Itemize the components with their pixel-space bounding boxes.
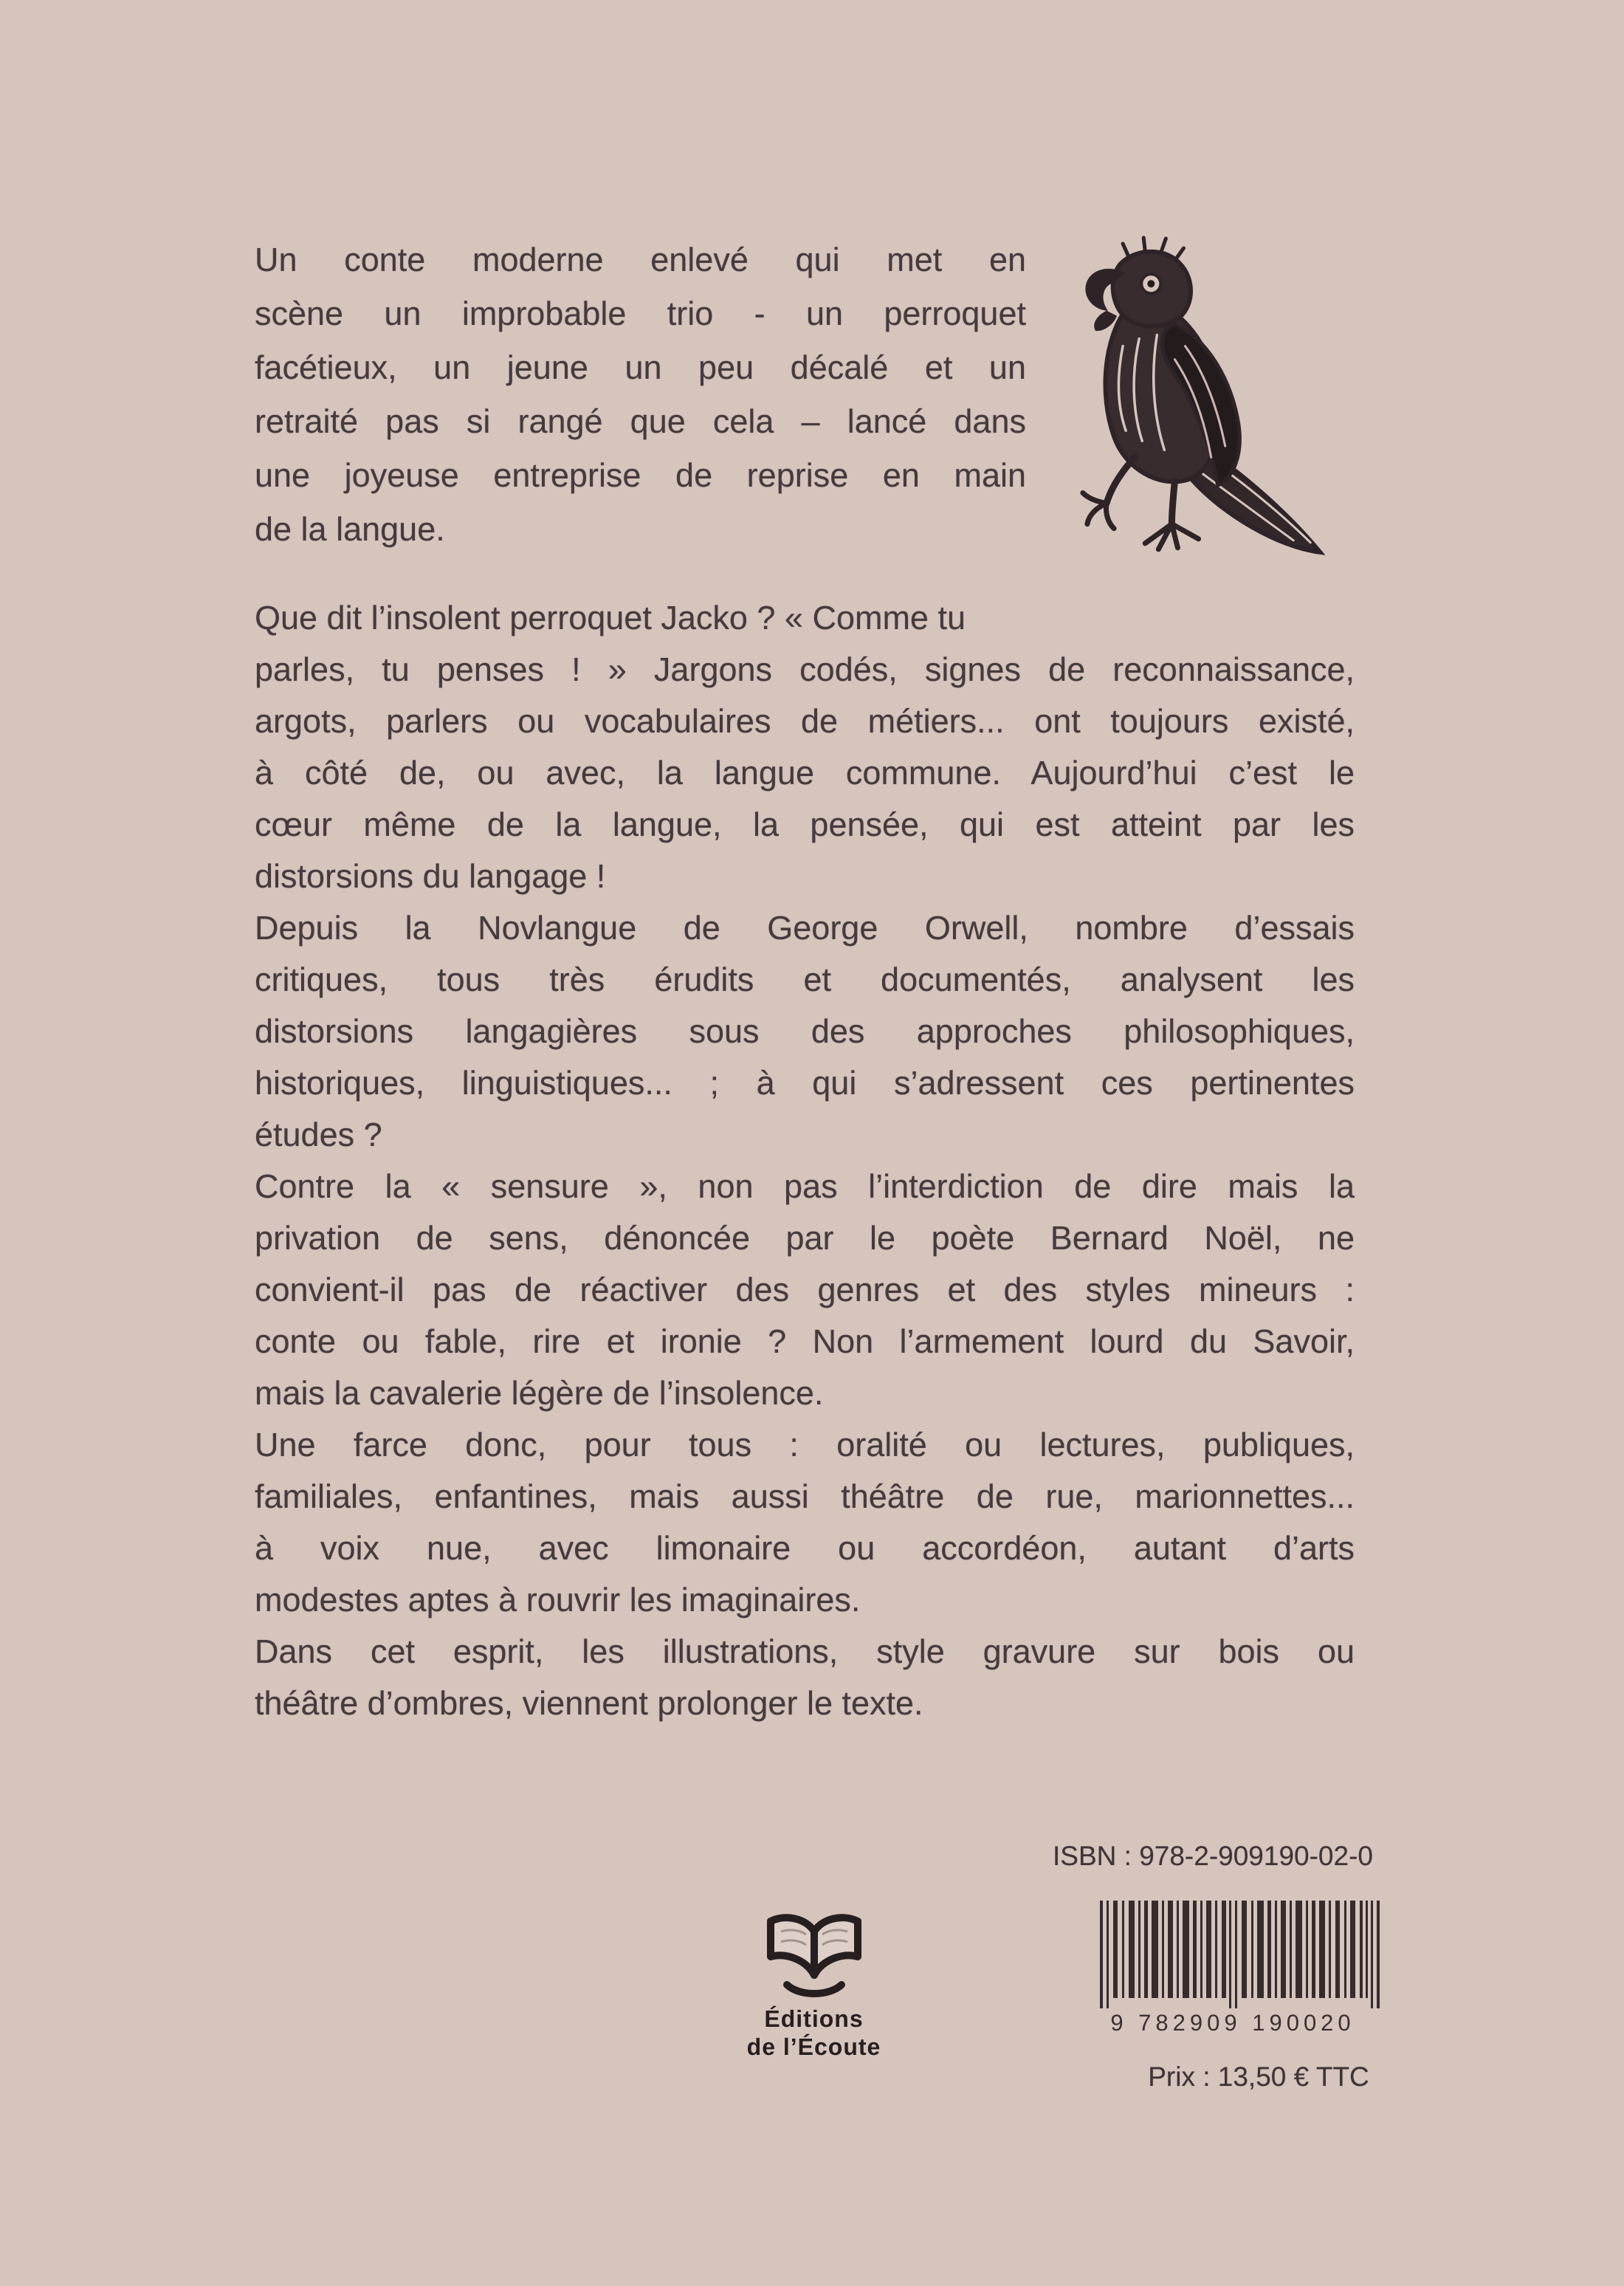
publisher-logo	[727, 1899, 901, 2061]
text-line: critiques, tous très érudits et documentés, analysent les	[255, 961, 1355, 998]
text-line: Contre la « sensure », non pas l’interdiction de dire mais la	[255, 1167, 1355, 1205]
blurb-paragraph	[255, 1161, 1355, 1419]
open-book-icon	[759, 1899, 870, 1999]
text-line: Un conte moderne enlevé qui met en	[255, 241, 1026, 278]
text-line: convient-il pas de réactiver des genres et des styles mineurs :	[255, 1271, 1355, 1308]
text-line: études ?	[255, 1116, 382, 1153]
text-line: distorsions langagières sous des approches philosophiques,	[255, 1012, 1355, 1050]
text-line: argots, parlers ou vocabulaires de métiers... ont toujours existé,	[255, 702, 1355, 740]
text-line: historiques, linguistiques... ; à qui s’adressent ces pertinentes	[255, 1064, 1355, 1102]
text-line: de la langue.	[255, 510, 445, 548]
blurb-paragraph	[255, 1419, 1355, 1626]
blurb-intro-paragraph	[255, 233, 1026, 556]
blurb-paragraph	[255, 1626, 1355, 1729]
text-line: retraité pas si rangé que cela – lancé dans	[255, 402, 1026, 440]
text-line: distorsions du langage !	[255, 857, 606, 895]
publisher-name-line2: de l’Écoute	[746, 2033, 881, 2060]
text-line: théâtre d’ombres, viennent prolonger le texte.	[255, 1684, 923, 1722]
blurb-main-column	[255, 592, 1355, 1729]
isbn-text: ISBN : 978-2-909190-02-0	[1053, 1841, 1373, 1871]
text-line: conte ou fable, rire et ironie ? Non l’armement lourd du Savoir,	[255, 1322, 1355, 1360]
price-text: Prix : 13,50 € TTC	[1148, 2062, 1369, 2092]
text-line: Une farce donc, pour tous : oralité ou lectures, publiques,	[255, 1426, 1355, 1463]
text-line: facétieux, un jeune un peu décalé et un	[255, 349, 1026, 386]
blurb-paragraph	[255, 644, 1355, 902]
text-line: parles, tu penses ! » Jargons codés, signes de reconnaissance,	[255, 651, 1355, 688]
publisher-name-line1: Éditions	[764, 2005, 864, 2032]
text-line: scène un improbable trio - un perroquet	[255, 295, 1026, 332]
blurb-paragraph	[255, 592, 1355, 644]
text-line: une joyeuse entreprise de reprise en main	[255, 456, 1026, 494]
text-line: à côté de, ou avec, la langue commune. Aujourd’hui c’est le	[255, 754, 1355, 792]
text-line: cœur même de la langue, la pensée, qui est atteint par les	[255, 806, 1355, 843]
parrot-engraving-icon	[1039, 235, 1333, 569]
text-line: mais la cavalerie légère de l’insolence.	[255, 1374, 824, 1412]
blurb-paragraph	[255, 902, 1355, 1161]
text-line: familiales, enfantines, mais aussi théâtre de rue, marionnettes...	[255, 1477, 1355, 1515]
text-line: Depuis la Novlangue de George Orwell, nombre d’essais	[255, 909, 1355, 947]
text-line: modestes aptes à rouvrir les imaginaires.	[255, 1581, 861, 1619]
barcode-digits: 9 782909 190020	[1110, 2010, 1355, 2036]
text-line: privation de sens, dénoncée par le poète Bernard Noël, ne	[255, 1219, 1355, 1257]
text-line: Dans cet esprit, les illustrations, style gravure sur bois ou	[255, 1633, 1355, 1670]
text-line: à voix nue, avec limonaire ou accordéon, autant d’arts	[255, 1529, 1355, 1567]
text-line: Que dit l’insolent perroquet Jacko ? « Comme tu	[255, 599, 966, 636]
ean13-barcode	[1070, 1899, 1395, 2039]
